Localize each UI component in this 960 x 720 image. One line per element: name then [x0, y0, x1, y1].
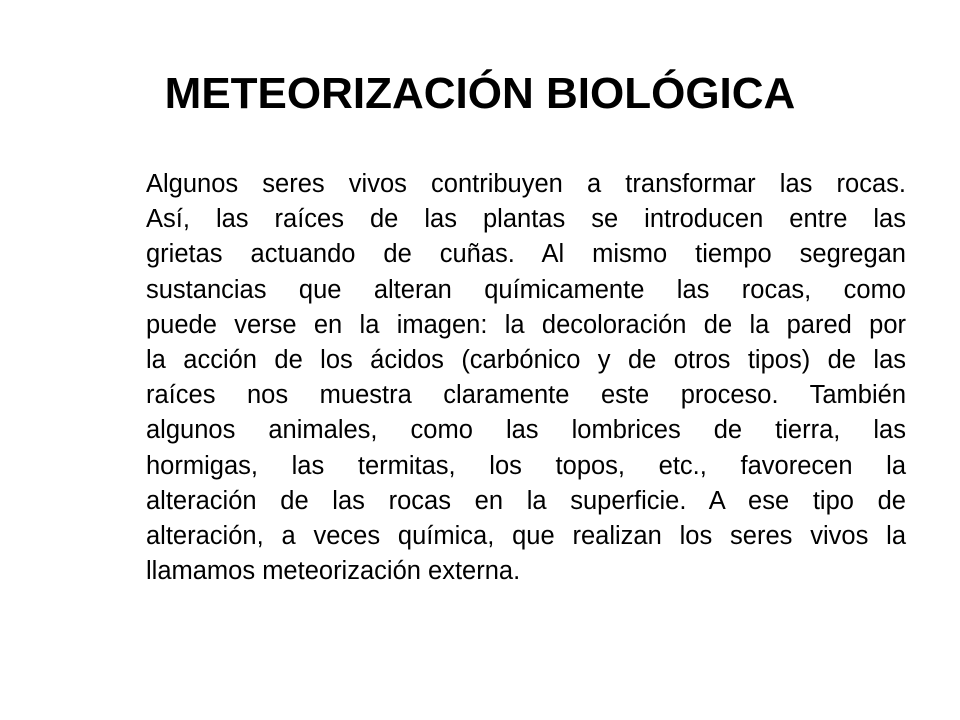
body-line: llamamos meteorización externa. [146, 557, 521, 586]
body-line: hormigas, las termitas, los topos, etc., favorecen la [146, 451, 906, 480]
slide-title: METEORIZACIÓN BIOLÓGICA [164, 69, 796, 118]
body-line: grietas actuando de cuñas. Al mismo tiempo segregan [146, 240, 906, 269]
body-line: algunos animales, como las lombrices de tierra, las [146, 416, 906, 445]
body-line: alteración de las rocas en la superficie. A ese tipo de [146, 486, 906, 515]
body-line: sustancias que alteran químicamente las rocas, como [146, 275, 906, 304]
body-line: raíces nos muestra claramente este proceso. También [146, 381, 906, 410]
body-paragraph [146, 167, 906, 589]
body-line: la acción de los ácidos (carbónico y de otros tipos) de las [146, 346, 906, 375]
body-line: alteración, a veces química, que realizan los seres vivos la [146, 522, 906, 551]
body-line: Así, las raíces de las plantas se introducen entre las [146, 205, 906, 234]
body-line: Algunos seres vivos contribuyen a transformar las rocas. [146, 170, 906, 198]
body-line: puede verse en la imagen: la decoloración de la pared por [146, 310, 906, 339]
